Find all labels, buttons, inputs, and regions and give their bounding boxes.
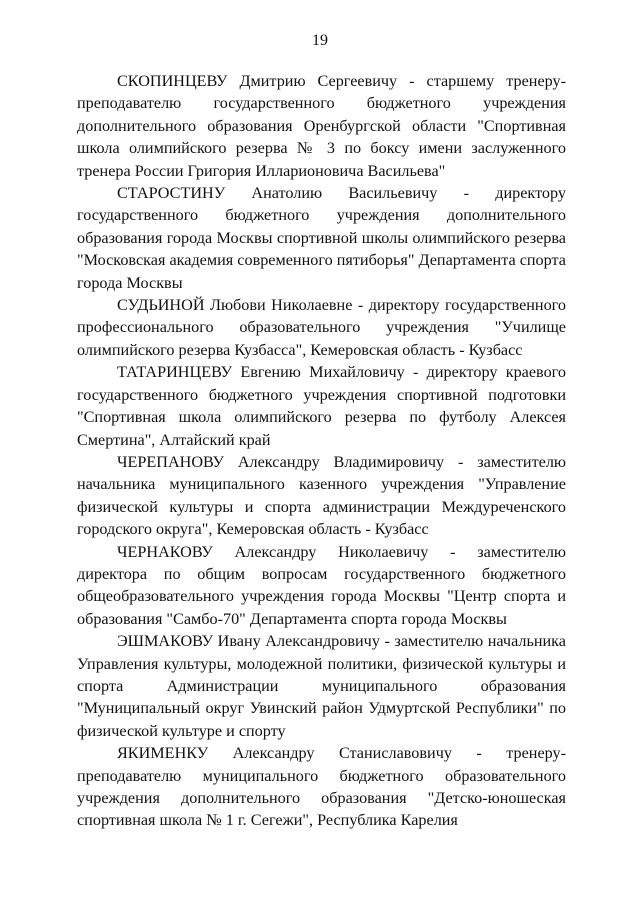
list-item: СТАРОСТИНУ Анатолию Васильевичу - директору государственного бюджетного учреждения дополнительного образования города Москвы спортивной школы олимпийского резерва "Московская академия современного пятиборья" Департамента спорта города Москвы xyxy=(77,184,566,292)
award-list xyxy=(77,70,566,832)
list-item: ЯКИМЕНКУ Александру Станиславовичу - тренеру-преподавателю муниципального бюджетного образовательного учреждения дополнительного образования "Детско-юношеская спортивная школа № 1 г. Сегежи", Республика Карелия xyxy=(77,744,566,830)
list-item: ТАТАРИНЦЕВУ Евгению Михайловичу - директору краевого государственного бюджетного учреждения спортивной подготовки "Спортивная школа олимпийского резерва по футболу Алексея Смертина", Алтайский край xyxy=(77,363,566,449)
list-item: ЭШМАКОВУ Ивану Александровичу - заместителю начальника Управления культуры, молодежной политики, физической культуры и спорта Администрации муниципального образования "Муниципальный округ Увинский район Удмуртской Республики" по физической культуре и спорту xyxy=(77,632,566,740)
list-item: ЧЕРЕПАНОВУ Александру Владимировичу - заместителю начальника муниципального казенного учреждения "Управление физической культуры и спорта администрации Междуреченского городского округа", Кемеровская область - Кузбасс xyxy=(77,452,566,539)
list-item: СКОПИНЦЕВУ Дмитрию Сергеевичу - старшему тренеру-преподавателю государственного бюджетного учреждения дополнительного образования Оренбургской области "Спортивная школа олимпийского резерва № 3 по боксу имени заслуженного тренера России Григория Илларионовича Васильева" xyxy=(77,72,566,180)
list-item: СУДЬИНОЙ Любови Николаевне - директору государственного профессионального образовательного учреждения "Училище олимпийского резерва Кузбасса", Кемеровская область - Кузбасс xyxy=(77,296,566,359)
list-item: ЧЕРНАКОВУ Александру Николаевичу - заместителю директора по общим вопросам государственного бюджетного общеобразовательного учреждения города Москвы "Центр спорта и образования "Самбо-70" Департамента спорта города Москвы xyxy=(77,542,566,628)
page-number: 19 xyxy=(312,32,328,49)
